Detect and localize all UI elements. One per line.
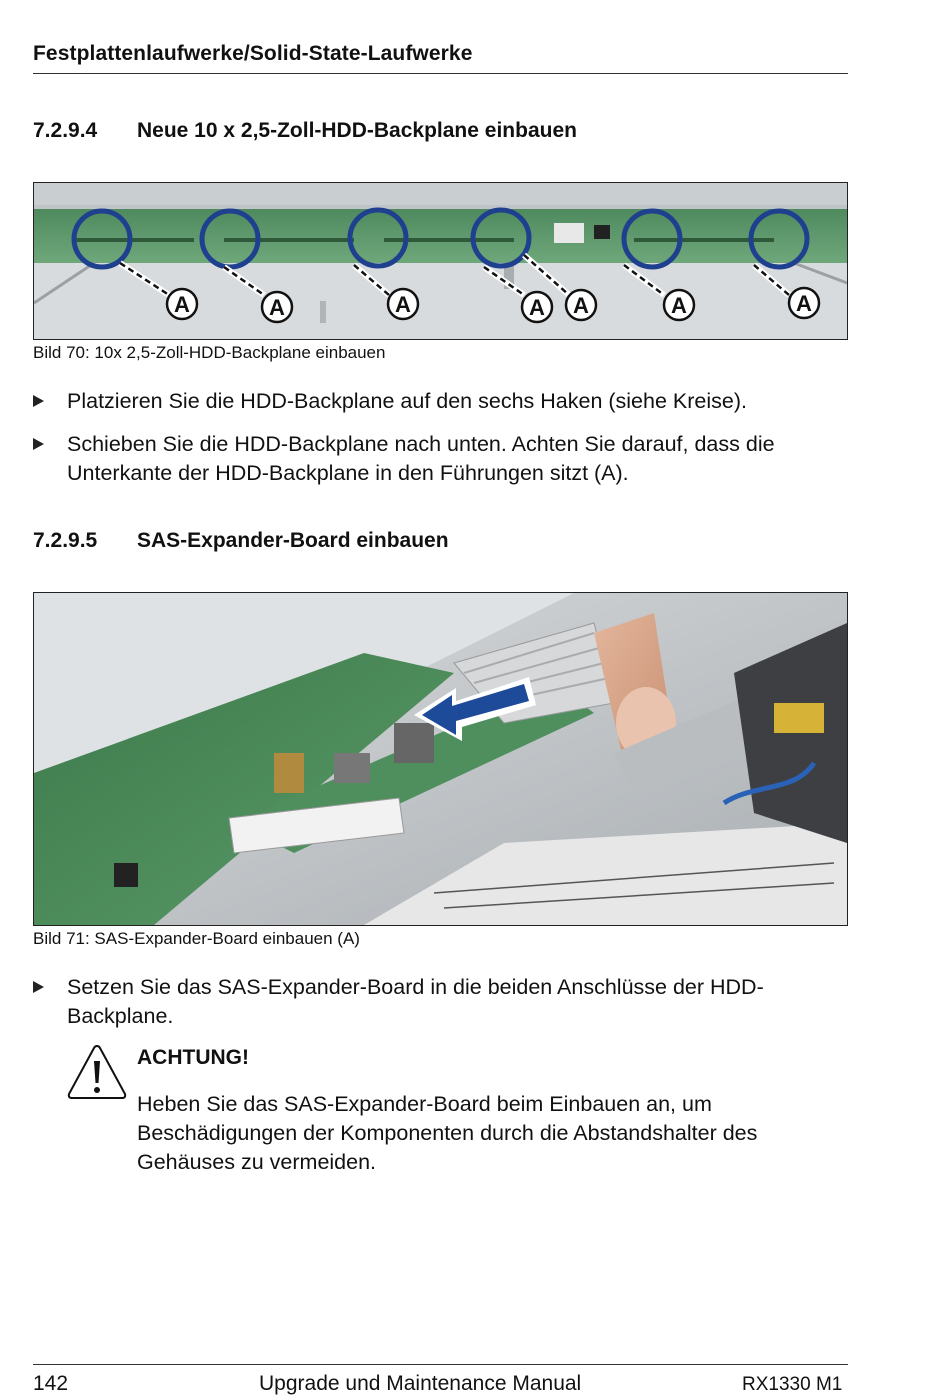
- section-number: 7.2.9.4: [33, 119, 98, 142]
- callout-a: [262, 292, 292, 322]
- warning-text: Heben Sie das SAS-Expander-Board beim Einbauen an, um Beschädigungen der Komponenten durch die Abstandshalter des Gehäuses zu vermeiden.: [137, 1092, 758, 1174]
- page-number: 142: [33, 1372, 69, 1395]
- warning-title: ACHTUNG!: [137, 1046, 249, 1069]
- svg-text:A: A: [395, 292, 411, 317]
- bullet-arrow-icon: [33, 981, 44, 993]
- bullet-arrow-icon: [33, 395, 44, 407]
- svg-text:A: A: [269, 295, 285, 320]
- backplane-photo: [34, 183, 847, 339]
- svg-text:A: A: [174, 292, 190, 317]
- section-title: Neue 10 x 2,5-Zoll-HDD-Backplane einbauen: [137, 119, 577, 142]
- instruction-item: [33, 973, 848, 1033]
- section-number: 7.2.9.5: [33, 529, 98, 552]
- callout-a: [789, 288, 819, 318]
- figure-caption: Bild 70: 10x 2,5-Zoll-HDD-Backplane einbauen: [33, 343, 386, 362]
- figure-caption: Bild 71: SAS-Expander-Board einbauen (A): [33, 929, 360, 948]
- svg-text:A: A: [529, 295, 545, 320]
- callout-a: [566, 290, 596, 320]
- header-rule: [33, 73, 848, 74]
- running-header: Festplattenlaufwerke/Solid-State-Laufwerke: [33, 42, 473, 65]
- figure-backplane: [33, 182, 848, 340]
- instruction-item: [33, 430, 848, 490]
- instruction-item: [33, 387, 848, 417]
- instruction-text: Setzen Sie das SAS-Expander-Board in die beiden Anschlüsse der HDD-Backplane.: [67, 975, 764, 1028]
- instruction-text: Schieben Sie die HDD-Backplane nach unten. Achten Sie darauf, dass die Unterkante der HDD-Backplane in den Führungen sitzt (A).: [67, 432, 775, 485]
- warning-icon: [66, 1043, 128, 1101]
- sas-expander-photo: [34, 593, 847, 925]
- callout-a: [167, 289, 197, 319]
- svg-text:A: A: [573, 293, 589, 318]
- manual-title: Upgrade und Maintenance Manual: [259, 1372, 582, 1395]
- instruction-text: Platzieren Sie die HDD-Backplane auf den sechs Haken (siehe Kreise).: [67, 389, 747, 413]
- bullet-arrow-icon: [33, 438, 44, 450]
- figure-sas-expander: [33, 592, 848, 926]
- svg-text:A: A: [671, 293, 687, 318]
- svg-text:A: A: [796, 291, 812, 316]
- backplane-board: [34, 209, 847, 263]
- callout-a: [388, 289, 418, 319]
- callout-a: [664, 290, 694, 320]
- footer-rule: [33, 1364, 848, 1365]
- section-title: SAS-Expander-Board einbauen: [137, 529, 449, 552]
- model-name: RX1330 M1: [742, 1374, 843, 1395]
- callout-a: [522, 292, 552, 322]
